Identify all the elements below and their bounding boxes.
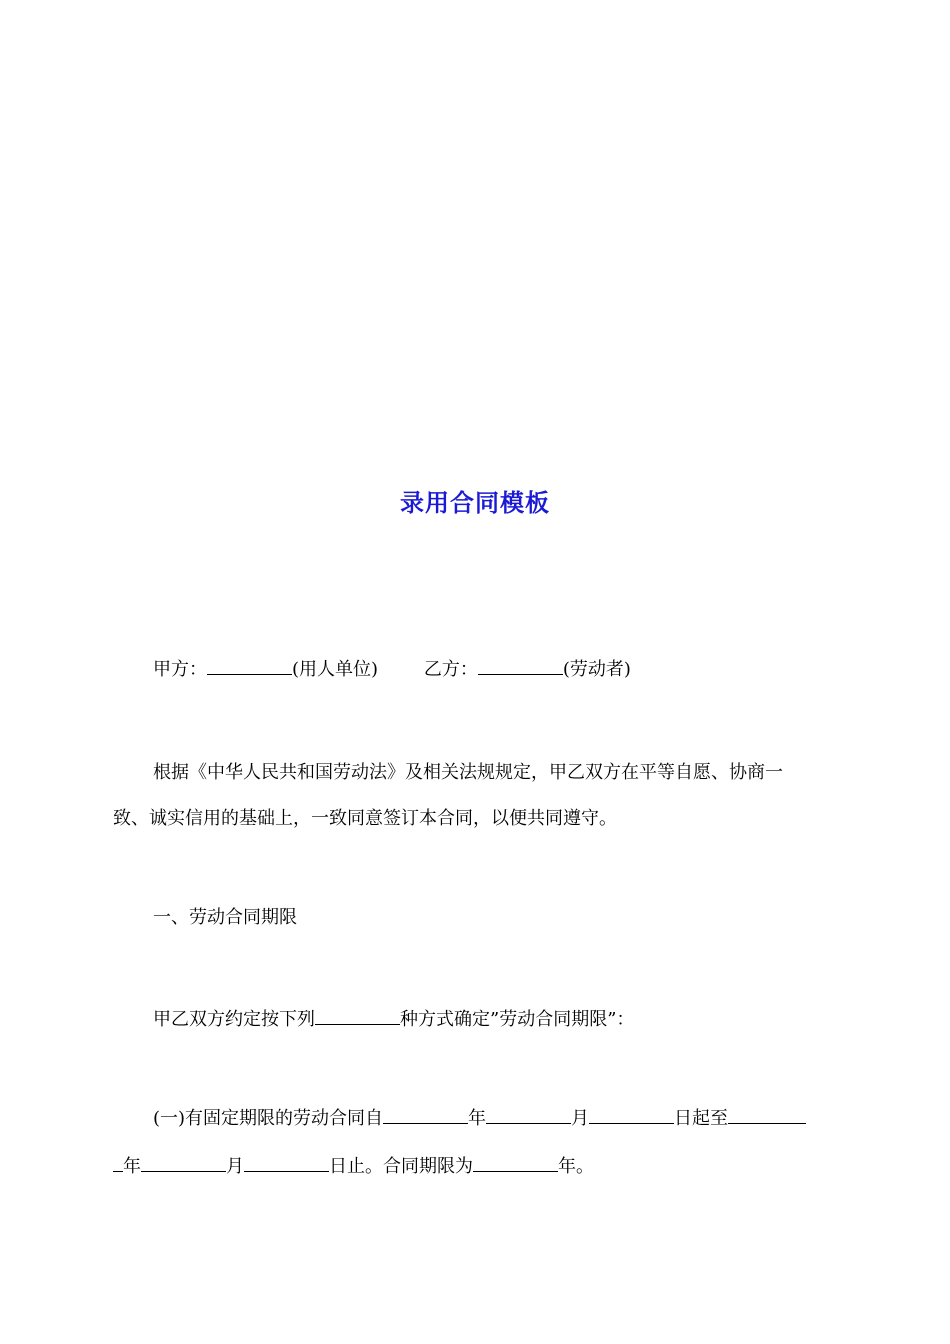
section-1-heading: 一、劳动合同期限 [153, 907, 297, 928]
party-b-role: (劳动者) [562, 659, 631, 680]
agreement-line [153, 1006, 634, 1033]
clause-1-line-2 [113, 1153, 594, 1180]
party-b-label: 乙方： [423, 659, 478, 680]
party-a-blank [207, 656, 292, 675]
clause-1-line-1 [153, 1105, 806, 1132]
agreement-prefix: 甲乙双方约定按下列 [153, 1009, 315, 1030]
start-day-label: 日起至 [674, 1108, 729, 1129]
party-a-role: (用人单位) [292, 659, 379, 680]
preamble-line-2: 致、诚实信用的基础上，一致同意签订本合同，以便共同遵守。 [113, 808, 617, 829]
party-b-blank [478, 656, 563, 675]
end-month-blank [141, 1153, 226, 1172]
end-day-label: 日止。合同期限为 [329, 1156, 473, 1177]
start-year-label: 年 [468, 1108, 487, 1129]
preamble-line-1: 根据《中华人民共和国劳动法》及相关法规规定，甲乙双方在平等自愿、协商一 [153, 762, 783, 783]
end-year-blank-part2 [113, 1153, 123, 1172]
start-year-blank [383, 1105, 468, 1124]
clause-1-prefix: (一)有固定期限的劳动合同自 [153, 1108, 384, 1129]
parties-line [153, 656, 631, 683]
term-years-blank [473, 1153, 558, 1172]
method-blank [315, 1006, 400, 1025]
start-month-label: 月 [571, 1108, 590, 1129]
end-year-blank-part1 [728, 1105, 806, 1124]
document-title: 录用合同模板 [400, 489, 550, 517]
term-years-label: 年。 [558, 1156, 594, 1177]
agreement-suffix: 种方式确定”劳动合同期限”： [400, 1009, 635, 1030]
end-day-blank [244, 1153, 329, 1172]
start-day-blank [589, 1105, 674, 1124]
party-a-label: 甲方： [153, 659, 207, 680]
end-month-label: 月 [226, 1156, 244, 1177]
end-year-label: 年 [123, 1156, 141, 1177]
start-month-blank [486, 1105, 571, 1124]
